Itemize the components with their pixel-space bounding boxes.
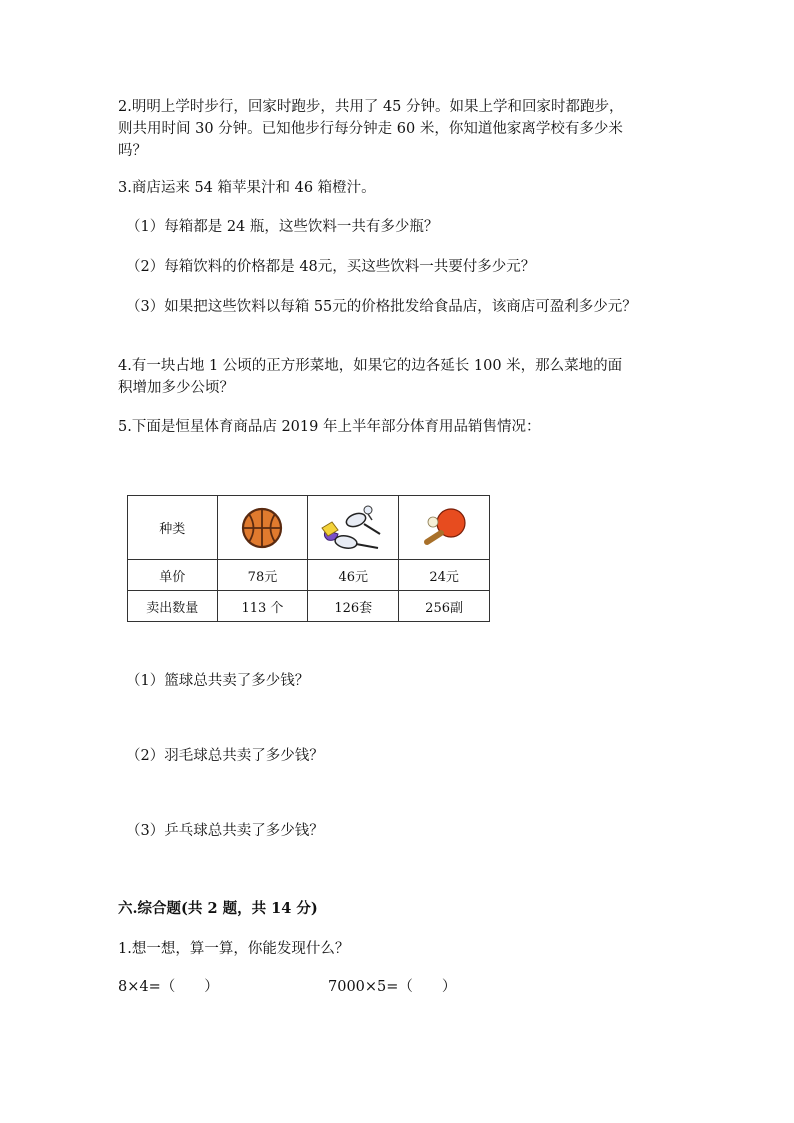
q4-line-2: 积增加多少公顷？ [118, 380, 234, 396]
q3-sub-1: （1）每箱都是 24 瓶，这些饮料一共有多少瓶？ [126, 219, 439, 235]
q5-sub-1: （1）篮球总共卖了多少钱？ [126, 673, 310, 689]
badminton-quantity: 126套 [308, 591, 399, 622]
table-row-category [128, 496, 490, 560]
ping-pong-price: 24元 [399, 560, 490, 591]
badminton-cell [308, 496, 399, 560]
section-6-title: 六.综合题(共 2 题，共 14 分) [118, 900, 318, 917]
q3-sub-2: （2）每箱饮料的价格都是 48元，买这些饮料一共要付多少元？ [126, 259, 536, 275]
ping-pong-quantity: 256副 [399, 591, 490, 622]
basketball-cell [217, 496, 308, 560]
basketball-icon [240, 506, 284, 550]
q2-line-1: 2.明明上学时步行，回家时跑步，共用了 45 分钟。如果上学和回家时都跑步， [118, 99, 624, 115]
q4-line-1: 4.有一块占地 1 公顷的正方形菜地，如果它的边各延长 100 米，那么菜地的面 [118, 358, 623, 374]
q2-line-3: 吗？ [118, 143, 147, 159]
table-row-quantity [128, 591, 490, 622]
table-row-price [128, 560, 490, 591]
badminton-price: 46元 [308, 560, 399, 591]
basketball-quantity: 113 个 [217, 591, 308, 622]
q3-intro: 3.商店运来 54 箱苹果汁和 46 箱橙汁。 [118, 180, 376, 196]
q3-sub-3: （3）如果把这些饮料以每箱 55元的价格批发给食品店，该商店可盈利多少元？ [126, 299, 637, 315]
price-label: 单价 [128, 560, 218, 591]
section-6-q1: 1.想一想，算一算，你能发现什么？ [118, 941, 350, 957]
ping-pong-icon [419, 506, 469, 550]
q5-intro: 5.下面是恒星体育商品店 2019 年上半年部分体育用品销售情况： [118, 419, 541, 435]
badminton-icon [318, 500, 388, 556]
basketball-price: 78元 [217, 560, 308, 591]
expr-1: 8×4=（ ） [118, 979, 219, 995]
quantity-label: 卖出数量 [128, 591, 218, 622]
q5-sub-2: （2）羽毛球总共卖了多少钱？ [126, 748, 324, 764]
q2-line-2: 则共用时间 30 分钟。已知他步行每分钟走 60 米，你知道他家离学校有多少米 [118, 121, 623, 137]
expr-2: 7000×5=（ ） [328, 979, 457, 995]
q5-sub-3: （3）乒乓球总共卖了多少钱？ [126, 823, 324, 839]
sales-table [127, 495, 490, 622]
category-label: 种类 [128, 496, 218, 560]
ping-pong-cell [399, 496, 490, 560]
